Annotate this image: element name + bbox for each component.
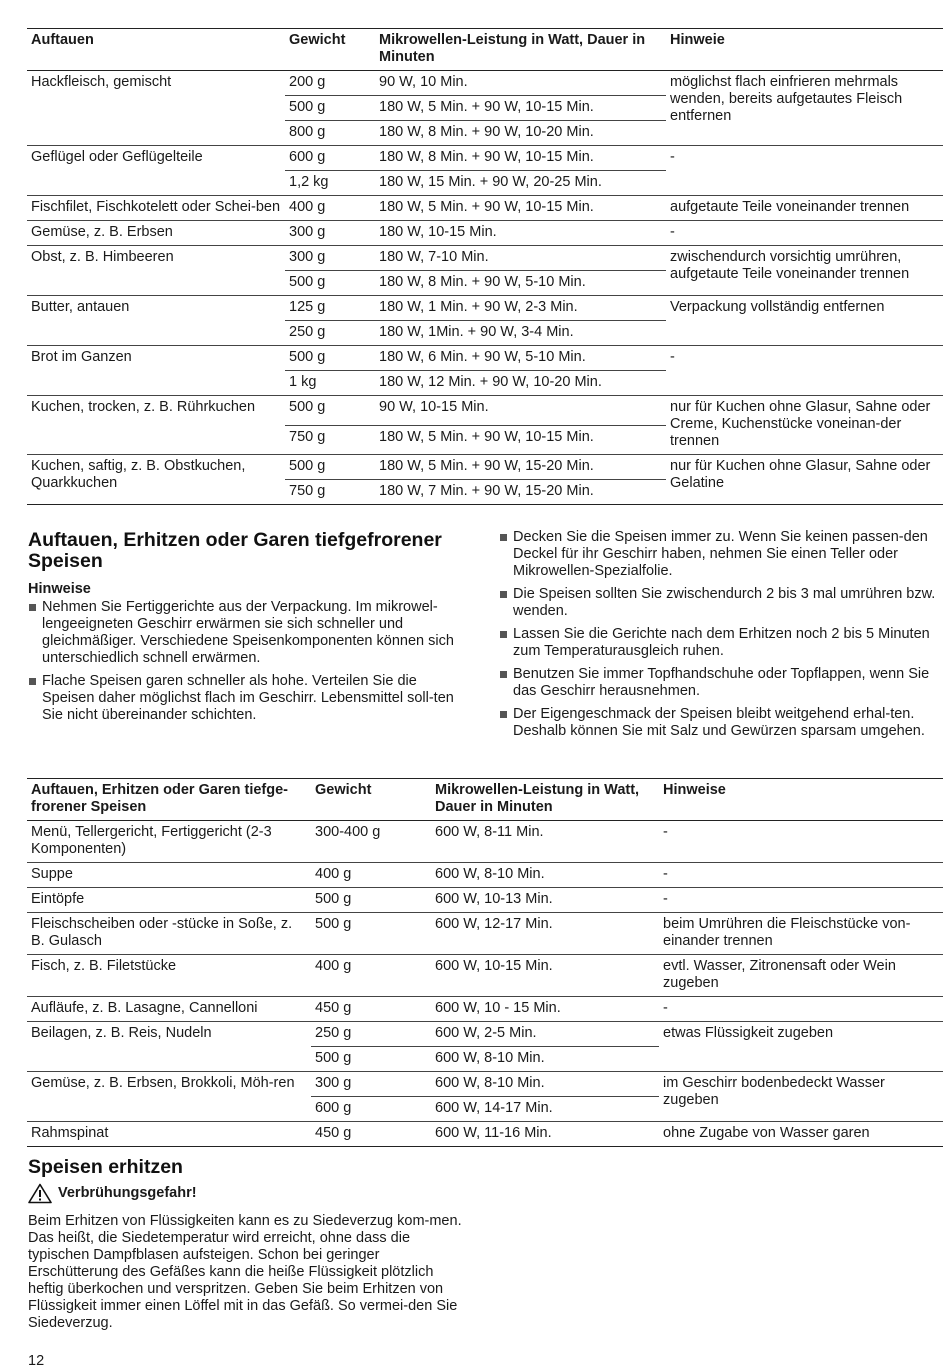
weight-cell: 300-400 g bbox=[311, 821, 431, 863]
list-item: Flache Speisen garen schneller als hohe. Verteilen Sie die Speisen daher möglichst flach im Geschirr. Lebensmittel soll-ten Sie nicht übereinander schichten. bbox=[28, 673, 472, 724]
note-cell: Verpackung vollständig entfernen bbox=[666, 296, 943, 346]
weight-cell: 450 g bbox=[311, 997, 431, 1022]
table-row bbox=[27, 346, 943, 371]
table-row bbox=[27, 71, 943, 96]
power-duration-cell: 600 W, 10-15 Min. bbox=[431, 955, 659, 997]
table-header-row bbox=[27, 29, 943, 71]
food-item-cell: Eintöpfe bbox=[27, 888, 311, 913]
weight-cell: 500 g bbox=[285, 396, 375, 426]
power-duration-cell: 90 W, 10 Min. bbox=[375, 71, 666, 96]
power-duration-cell: 180 W, 1Min. + 90 W, 3-4 Min. bbox=[375, 321, 666, 346]
weight-cell: 500 g bbox=[311, 888, 431, 913]
note-cell: - bbox=[659, 997, 943, 1022]
power-duration-cell: 180 W, 7-10 Min. bbox=[375, 246, 666, 271]
weight-cell: 500 g bbox=[285, 271, 375, 296]
table-row bbox=[27, 1122, 943, 1147]
food-item-cell: Fisch, z. B. Filetstücke bbox=[27, 955, 311, 997]
note-cell: etwas Flüssigkeit zugeben bbox=[659, 1022, 943, 1072]
power-duration-cell: 180 W, 6 Min. + 90 W, 5-10 Min. bbox=[375, 346, 666, 371]
note-cell: nur für Kuchen ohne Glasur, Sahne oder Creme, Kuchenstücke voneinan-der trennen bbox=[666, 396, 943, 455]
food-item-cell: Beilagen, z. B. Reis, Nudeln bbox=[27, 1022, 311, 1072]
food-item-cell: Fischfilet, Fischkotelett oder Schei-ben bbox=[27, 196, 285, 221]
food-item-cell: Fleischscheiben oder -stücke in Soße, z. B. Gulasch bbox=[27, 913, 311, 955]
table-row bbox=[27, 146, 943, 171]
note-cell: evtl. Wasser, Zitronensaft oder Wein zugeben bbox=[659, 955, 943, 997]
weight-cell: 500 g bbox=[285, 96, 375, 121]
weight-cell: 600 g bbox=[285, 146, 375, 171]
food-item-cell: Kuchen, trocken, z. B. Rührkuchen bbox=[27, 396, 285, 455]
weight-cell: 750 g bbox=[285, 480, 375, 505]
power-duration-cell: 600 W, 10 - 15 Min. bbox=[431, 997, 659, 1022]
weight-cell: 400 g bbox=[311, 955, 431, 997]
col-header: Mikrowellen-Leistung in Watt, Dauer in Minuten bbox=[435, 782, 640, 815]
col-header: Gewicht bbox=[289, 32, 346, 48]
col-header: Gewicht bbox=[315, 782, 372, 798]
note-cell: möglichst flach einfrieren mehrmals wenden, bereits aufgetautes Fleisch entfernen bbox=[666, 71, 943, 146]
note-cell: aufgetaute Teile voneinander trennen bbox=[666, 196, 943, 221]
table-row bbox=[27, 296, 943, 321]
power-duration-cell: 600 W, 11-16 Min. bbox=[431, 1122, 659, 1147]
weight-cell: 500 g bbox=[311, 1047, 431, 1072]
power-duration-cell: 600 W, 8-10 Min. bbox=[431, 1047, 659, 1072]
col-header: Mikrowellen-Leistung in Watt, Dauer in Minuten bbox=[379, 32, 646, 65]
col-header: Auftauen, Erhitzen oder Garen tiefge-frorener Speisen bbox=[31, 782, 288, 815]
food-item-cell: Obst, z. B. Himbeeren bbox=[27, 246, 285, 296]
power-duration-cell: 90 W, 10-15 Min. bbox=[375, 396, 666, 426]
power-duration-cell: 600 W, 2-5 Min. bbox=[431, 1022, 659, 1047]
power-duration-cell: 180 W, 15 Min. + 90 W, 20-25 Min. bbox=[375, 171, 666, 196]
power-duration-cell: 180 W, 7 Min. + 90 W, 15-20 Min. bbox=[375, 480, 666, 505]
power-duration-cell: 180 W, 5 Min. + 90 W, 10-15 Min. bbox=[375, 96, 666, 121]
list-item: Lassen Sie die Gerichte nach dem Erhitzen noch 2 bis 5 Minuten zum Temperaturausgleich ruhen. bbox=[499, 626, 943, 660]
weight-cell: 200 g bbox=[285, 71, 375, 96]
power-duration-cell: 180 W, 5 Min. + 90 W, 10-15 Min. bbox=[375, 425, 666, 455]
warning-heading bbox=[28, 1183, 197, 1204]
food-item-cell: Aufläufe, z. B. Lasagne, Cannelloni bbox=[27, 997, 311, 1022]
power-duration-cell: 600 W, 14-17 Min. bbox=[431, 1097, 659, 1122]
power-duration-cell: 180 W, 8 Min. + 90 W, 5-10 Min. bbox=[375, 271, 666, 296]
note-cell: - bbox=[666, 146, 943, 196]
hint-list-right bbox=[499, 529, 943, 746]
food-item-cell: Gemüse, z. B. Erbsen, Brokkoli, Möh-ren bbox=[27, 1072, 311, 1122]
note-cell: - bbox=[666, 221, 943, 246]
food-item-cell: Geflügel oder Geflügelteile bbox=[27, 146, 285, 196]
food-item-cell: Suppe bbox=[27, 863, 311, 888]
power-duration-cell: 600 W, 8-11 Min. bbox=[431, 821, 659, 863]
food-item-cell: Brot im Ganzen bbox=[27, 346, 285, 396]
weight-cell: 1 kg bbox=[285, 371, 375, 396]
table-row bbox=[27, 455, 943, 480]
table-row bbox=[27, 1072, 943, 1097]
table-row bbox=[27, 396, 943, 426]
weight-cell: 500 g bbox=[311, 913, 431, 955]
list-item: Decken Sie die Speisen immer zu. Wenn Sie keinen passen-den Deckel für ihr Geschirr haben, nehmen Sie einen Teller oder Mikrowellen-Spezialfolie. bbox=[499, 529, 943, 580]
section-title-frozen: Auftauen, Erhitzen oder Garen tiefgefrorener Speisen bbox=[28, 529, 442, 572]
col-header: Auftauen bbox=[31, 32, 94, 48]
power-duration-cell: 600 W, 8-10 Min. bbox=[431, 863, 659, 888]
food-item-cell: Menü, Tellergericht, Fertiggericht (2-3 Komponenten) bbox=[27, 821, 311, 863]
warning-label: Verbrühungsgefahr! bbox=[58, 1185, 197, 1201]
weight-cell: 500 g bbox=[285, 346, 375, 371]
power-duration-cell: 180 W, 8 Min. + 90 W, 10-15 Min. bbox=[375, 146, 666, 171]
hint-list-left bbox=[28, 599, 472, 730]
weight-cell: 750 g bbox=[285, 425, 375, 455]
power-duration-cell: 180 W, 5 Min. + 90 W, 10-15 Min. bbox=[375, 196, 666, 221]
power-duration-cell: 180 W, 1 Min. + 90 W, 2-3 Min. bbox=[375, 296, 666, 321]
table-row bbox=[27, 246, 943, 271]
power-duration-cell: 180 W, 8 Min. + 90 W, 10-20 Min. bbox=[375, 121, 666, 146]
table-row bbox=[27, 955, 943, 997]
note-cell: - bbox=[666, 346, 943, 396]
note-cell: im Geschirr bodenbedeckt Wasser zugeben bbox=[659, 1072, 943, 1122]
weight-cell: 600 g bbox=[311, 1097, 431, 1122]
list-item: Die Speisen sollten Sie zwischendurch 2 bis 3 mal umrühren bzw. wenden. bbox=[499, 586, 943, 620]
weight-cell: 1,2 kg bbox=[285, 171, 375, 196]
note-cell: - bbox=[659, 863, 943, 888]
weight-cell: 400 g bbox=[285, 196, 375, 221]
col-header: Hinweise bbox=[663, 782, 726, 798]
weight-cell: 300 g bbox=[285, 246, 375, 271]
food-item-cell: Butter, antauen bbox=[27, 296, 285, 346]
weight-cell: 400 g bbox=[311, 863, 431, 888]
weight-cell: 250 g bbox=[311, 1022, 431, 1047]
table-row bbox=[27, 863, 943, 888]
list-item: Nehmen Sie Fertiggerichte aus der Verpackung. Im mikrowel-lengeeigneten Geschirr erwärmen sie sich schneller und gleichmäßiger. Verschiedene Speisenkomponenten können sich unterschiedlich schnell erwärmen. bbox=[28, 599, 472, 667]
list-item: Benutzen Sie immer Topfhandschuhe oder Topflappen, wenn Sie das Geschirr herausnehmen. bbox=[499, 666, 943, 700]
food-item-cell: Gemüse, z. B. Erbsen bbox=[27, 221, 285, 246]
table-row bbox=[27, 913, 943, 955]
defrost-table bbox=[27, 28, 943, 505]
food-item-cell: Rahmspinat bbox=[27, 1122, 311, 1147]
food-item-cell: Hackfleisch, gemischt bbox=[27, 71, 285, 146]
note-cell: ohne Zugabe von Wasser garen bbox=[659, 1122, 943, 1147]
power-duration-cell: 180 W, 5 Min. + 90 W, 15-20 Min. bbox=[375, 455, 666, 480]
table-row bbox=[27, 221, 943, 246]
weight-cell: 500 g bbox=[285, 455, 375, 480]
frozen-food-table bbox=[27, 778, 943, 1147]
note-cell: nur für Kuchen ohne Glasur, Sahne oder Gelatine bbox=[666, 455, 943, 505]
table-row bbox=[27, 997, 943, 1022]
col-header: Hinweie bbox=[670, 32, 725, 48]
table-header-row bbox=[27, 779, 943, 821]
table-row bbox=[27, 1022, 943, 1047]
power-duration-cell: 600 W, 8-10 Min. bbox=[431, 1072, 659, 1097]
section-title-heating: Speisen erhitzen bbox=[28, 1156, 183, 1178]
warning-triangle-icon bbox=[28, 1183, 52, 1204]
note-cell: - bbox=[659, 821, 943, 863]
table-row bbox=[27, 888, 943, 913]
food-item-cell: Kuchen, saftig, z. B. Obstkuchen, Quarkkuchen bbox=[27, 455, 285, 505]
power-duration-cell: 600 W, 12-17 Min. bbox=[431, 913, 659, 955]
weight-cell: 125 g bbox=[285, 296, 375, 321]
power-duration-cell: 180 W, 12 Min. + 90 W, 10-20 Min. bbox=[375, 371, 666, 396]
power-duration-cell: 180 W, 10-15 Min. bbox=[375, 221, 666, 246]
weight-cell: 300 g bbox=[311, 1072, 431, 1097]
weight-cell: 250 g bbox=[285, 321, 375, 346]
note-cell: - bbox=[659, 888, 943, 913]
hints-heading: Hinweise bbox=[28, 581, 91, 597]
weight-cell: 300 g bbox=[285, 221, 375, 246]
note-cell: beim Umrühren die Fleischstücke von-einander trennen bbox=[659, 913, 943, 955]
power-duration-cell: 600 W, 10-13 Min. bbox=[431, 888, 659, 913]
weight-cell: 800 g bbox=[285, 121, 375, 146]
table-row bbox=[27, 196, 943, 221]
page-number: 12 bbox=[28, 1353, 45, 1368]
table-row bbox=[27, 821, 943, 863]
note-cell: zwischendurch vorsichtig umrühren, aufgetaute Teile voneinander trennen bbox=[666, 246, 943, 296]
warning-text: Beim Erhitzen von Flüssigkeiten kann es zu Siedeverzug kom-men. Das heißt, die Siedetemperatur wird erreicht, ohne dass die typischen Dampfblasen aufsteigen. Schon bei geringer Erschütterung des Gefäßes kann die heiße Flüssigkeit plötzlich heftig überkochen und verspritzen. Geben Sie beim Erhitzen von Flüssigkeit immer einen Löffel mit in das Gefäß. So vermei-den Sie Siedeverzug. bbox=[28, 1213, 462, 1331]
weight-cell: 450 g bbox=[311, 1122, 431, 1147]
list-item: Der Eigengeschmack der Speisen bleibt weitgehend erhal-ten. Deshalb können Sie mit Salz und Gewürzen sparsam umgehen. bbox=[499, 706, 943, 740]
